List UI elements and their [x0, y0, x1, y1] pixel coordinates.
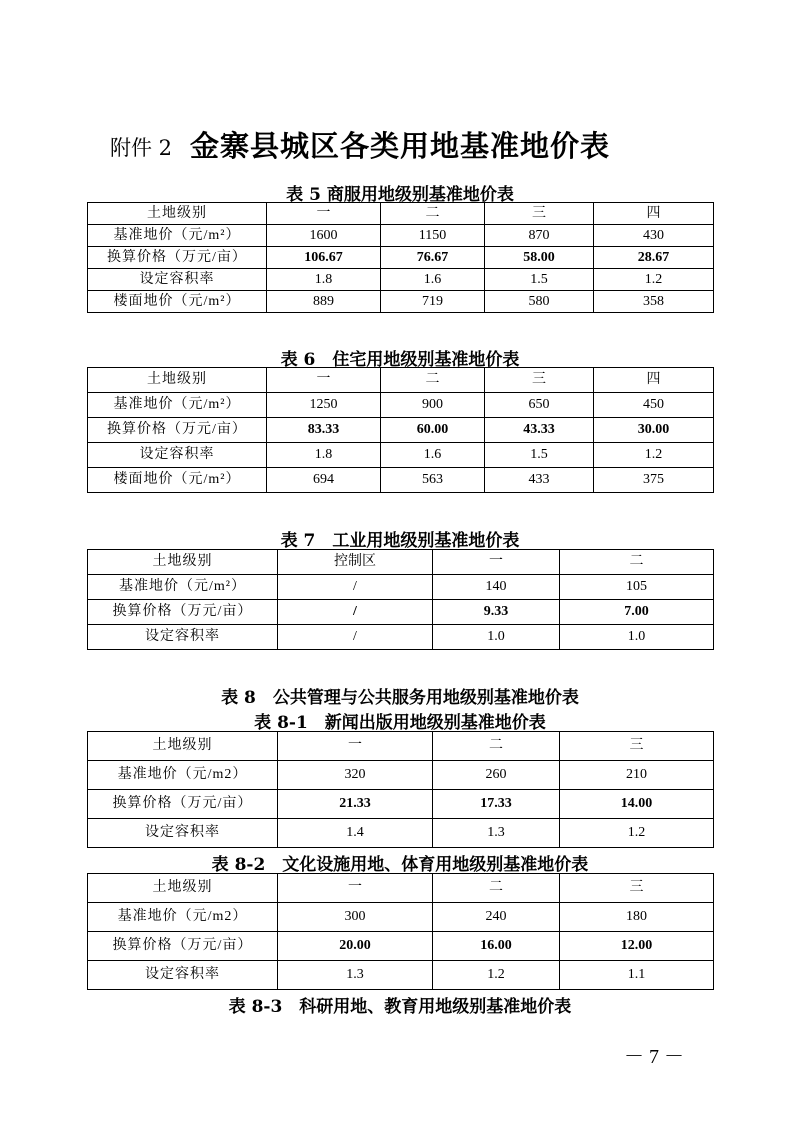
table-cell: 43.33 — [485, 418, 594, 443]
table-cell: 1.2 — [594, 443, 714, 468]
row-label: 设定容积率 — [88, 269, 267, 291]
table-cell: 1.4 — [278, 819, 433, 848]
row-label: 换算价格（万元/亩） — [88, 247, 267, 269]
table-cell: 563 — [381, 468, 485, 493]
table-cell: 83.33 — [267, 418, 381, 443]
table-row — [88, 291, 714, 313]
table-cell: 320 — [278, 761, 433, 790]
row-label: 设定容积率 — [88, 443, 267, 468]
table-cell: 一 — [433, 550, 560, 575]
row-label: 设定容积率 — [88, 625, 278, 650]
table-cell: 58.00 — [485, 247, 594, 269]
table-cell: 105 — [560, 575, 714, 600]
table8-1-caption: 表 8-1 新闻出版用地级别基准地价表 — [254, 713, 546, 733]
table-cell: 60.00 — [381, 418, 485, 443]
table5-caption: 表 5 商服用地级别基准地价表 — [286, 185, 514, 205]
table-cell: 1.6 — [381, 443, 485, 468]
table-cell: 300 — [278, 903, 433, 932]
table-cell: 375 — [594, 468, 714, 493]
row-label: 基准地价（元/m2） — [88, 761, 278, 790]
table-row — [88, 418, 714, 443]
table-cell: 1.0 — [433, 625, 560, 650]
document-heading — [110, 124, 610, 165]
table-cell: 12.00 — [560, 932, 714, 961]
table-cell: 三 — [560, 874, 714, 903]
row-label: 换算价格（万元/亩） — [88, 600, 278, 625]
table6-caption: 表 6 住宅用地级别基准地价表 — [280, 350, 520, 370]
table-cell: 20.00 — [278, 932, 433, 961]
table-cell: 1.3 — [433, 819, 560, 848]
table-cell: 一 — [278, 732, 433, 761]
table-cell: 1.5 — [485, 269, 594, 291]
table-cell: / — [278, 575, 433, 600]
table-cell: 719 — [381, 291, 485, 313]
table-cell: 1.2 — [594, 269, 714, 291]
row-label: 土地级别 — [88, 874, 278, 903]
table8-2-caption: 表 8-2 文化设施用地、体育用地级别基准地价表 — [211, 855, 589, 875]
table-cell: 1.5 — [485, 443, 594, 468]
table-cell: 二 — [560, 550, 714, 575]
table-cell: 433 — [485, 468, 594, 493]
table-cell: 14.00 — [560, 790, 714, 819]
row-label: 土地级别 — [88, 550, 278, 575]
row-label: 设定容积率 — [88, 819, 278, 848]
table-cell: 一 — [278, 874, 433, 903]
table7 — [87, 549, 714, 650]
document-title: 金寨县城区各类用地基准地价表 — [190, 129, 611, 163]
table-row — [88, 932, 714, 961]
table-cell: 21.33 — [278, 790, 433, 819]
table-cell: 694 — [267, 468, 381, 493]
table-cell: 三 — [560, 732, 714, 761]
table-cell: 140 — [433, 575, 560, 600]
table-cell: 1.3 — [278, 961, 433, 990]
table-cell: / — [278, 625, 433, 650]
table-cell: 210 — [560, 761, 714, 790]
table-cell: 控制区 — [278, 550, 433, 575]
table-row — [88, 269, 714, 291]
row-label: 土地级别 — [88, 203, 267, 225]
table-cell: 106.67 — [267, 247, 381, 269]
table-row — [88, 368, 714, 393]
table-row — [88, 961, 714, 990]
table-row — [88, 225, 714, 247]
table-row — [88, 550, 714, 575]
table-cell: 四 — [594, 203, 714, 225]
table-row — [88, 575, 714, 600]
table-row — [88, 468, 714, 493]
table-row — [88, 732, 714, 761]
row-label: 设定容积率 — [88, 961, 278, 990]
table-cell: 二 — [381, 203, 485, 225]
table-cell: 1.6 — [381, 269, 485, 291]
table-row — [88, 393, 714, 418]
table-cell: 870 — [485, 225, 594, 247]
table-cell: 二 — [433, 732, 560, 761]
row-label: 基准地价（元/m²） — [88, 393, 267, 418]
table-cell: 二 — [381, 368, 485, 393]
table-cell: 580 — [485, 291, 594, 313]
table-cell: 1.8 — [267, 269, 381, 291]
table-cell: 889 — [267, 291, 381, 313]
table-cell: 四 — [594, 368, 714, 393]
table-cell: 1.1 — [560, 961, 714, 990]
table-cell: 二 — [433, 874, 560, 903]
table7-caption: 表 7 工业用地级别基准地价表 — [280, 531, 520, 551]
table-cell: 1.8 — [267, 443, 381, 468]
table-cell: 1.0 — [560, 625, 714, 650]
table-row — [88, 819, 714, 848]
table-cell: 9.33 — [433, 600, 560, 625]
table-cell: 17.33 — [433, 790, 560, 819]
table-cell: 1.2 — [433, 961, 560, 990]
table-cell: 358 — [594, 291, 714, 313]
table-cell: 430 — [594, 225, 714, 247]
table-cell: 三 — [485, 368, 594, 393]
row-label: 换算价格（万元/亩） — [88, 418, 267, 443]
table-row — [88, 874, 714, 903]
table-cell: 260 — [433, 761, 560, 790]
row-label: 楼面地价（元/m²） — [88, 468, 267, 493]
table-cell: 240 — [433, 903, 560, 932]
table-cell: 1150 — [381, 225, 485, 247]
table-cell: 1.2 — [560, 819, 714, 848]
table-cell: 30.00 — [594, 418, 714, 443]
table-cell: 7.00 — [560, 600, 714, 625]
row-label: 基准地价（元/m²） — [88, 575, 278, 600]
table-cell: 16.00 — [433, 932, 560, 961]
table-cell: 一 — [267, 368, 381, 393]
table-cell: 450 — [594, 393, 714, 418]
table-cell: 900 — [381, 393, 485, 418]
table-cell: 1600 — [267, 225, 381, 247]
table-row — [88, 600, 714, 625]
table-cell: 76.67 — [381, 247, 485, 269]
row-label: 土地级别 — [88, 732, 278, 761]
table8-3-caption: 表 8-3 科研用地、教育用地级别基准地价表 — [228, 997, 572, 1017]
table-cell: / — [278, 600, 433, 625]
table-cell: 一 — [267, 203, 381, 225]
table-cell: 180 — [560, 903, 714, 932]
table5 — [87, 202, 714, 313]
row-label: 土地级别 — [88, 368, 267, 393]
row-label: 换算价格（万元/亩） — [88, 932, 278, 961]
table-row — [88, 443, 714, 468]
page-number: － 7 － — [624, 1046, 684, 1068]
row-label: 基准地价（元/m2） — [88, 903, 278, 932]
table-cell: 1250 — [267, 393, 381, 418]
table-row — [88, 247, 714, 269]
row-label: 楼面地价（元/m²） — [88, 291, 267, 313]
table-cell: 28.67 — [594, 247, 714, 269]
table-cell: 650 — [485, 393, 594, 418]
table8-1 — [87, 731, 714, 848]
row-label: 换算价格（万元/亩） — [88, 790, 278, 819]
row-label: 基准地价（元/m²） — [88, 225, 267, 247]
table-row — [88, 625, 714, 650]
annex-label: 附件 2 — [110, 136, 173, 160]
table-row — [88, 761, 714, 790]
table-row — [88, 790, 714, 819]
table-row — [88, 903, 714, 932]
table-row — [88, 203, 714, 225]
table6 — [87, 367, 714, 493]
table-cell: 三 — [485, 203, 594, 225]
table8-caption: 表 8 公共管理与公共服务用地级别基准地价表 — [221, 688, 579, 708]
table8-2 — [87, 873, 714, 990]
